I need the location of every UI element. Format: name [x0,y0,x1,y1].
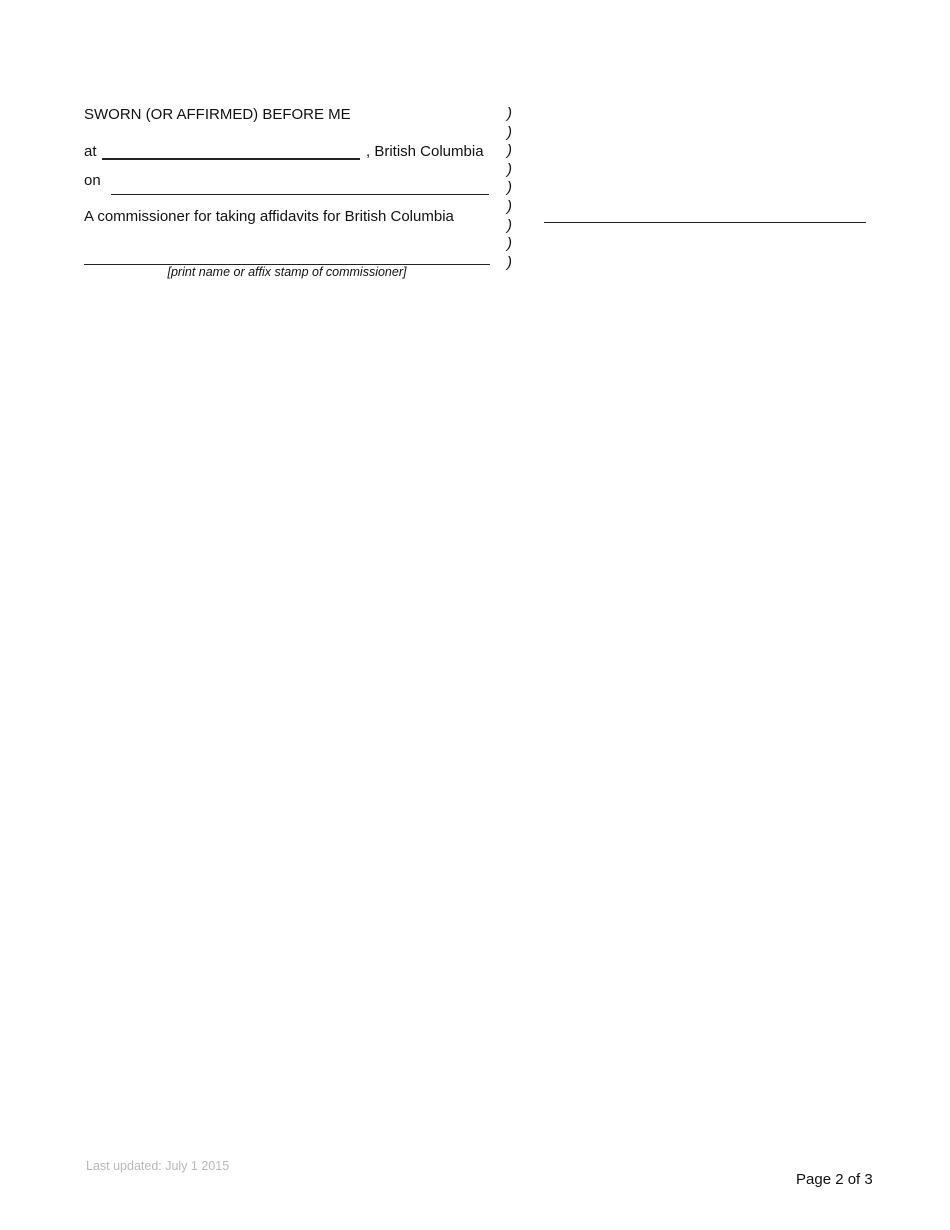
bracket-glyph: ) [507,179,512,197]
on-label: on [84,172,101,189]
location-suffix: , British Columbia [366,143,484,160]
location-line[interactable] [102,158,360,160]
at-label: at [84,143,97,160]
bracket-glyph: ) [507,198,512,215]
page-number: Page 2 of 3 [796,1171,873,1188]
commissioner-text: A commissioner for taking affidavits for British Columbia [84,208,454,225]
bracket-glyph: ) [507,105,512,122]
bracket-glyph: ) [507,123,512,141]
bracket-glyph: ) [507,160,512,178]
bracket-glyph: ) [507,253,512,271]
commissioner-caption: [print name or affix stamp of commissioner] [167,265,407,279]
date-line[interactable] [111,194,489,195]
deponent-signature-line[interactable] [544,222,866,223]
last-updated: Last updated: July 1 2015 [86,1159,230,1173]
bracket-glyph: ) [507,216,512,234]
sworn-heading: SWORN (OR AFFIRMED) BEFORE ME [84,106,351,123]
bracket-glyph: ) [507,235,512,253]
bracket-glyph: ) [507,142,512,160]
